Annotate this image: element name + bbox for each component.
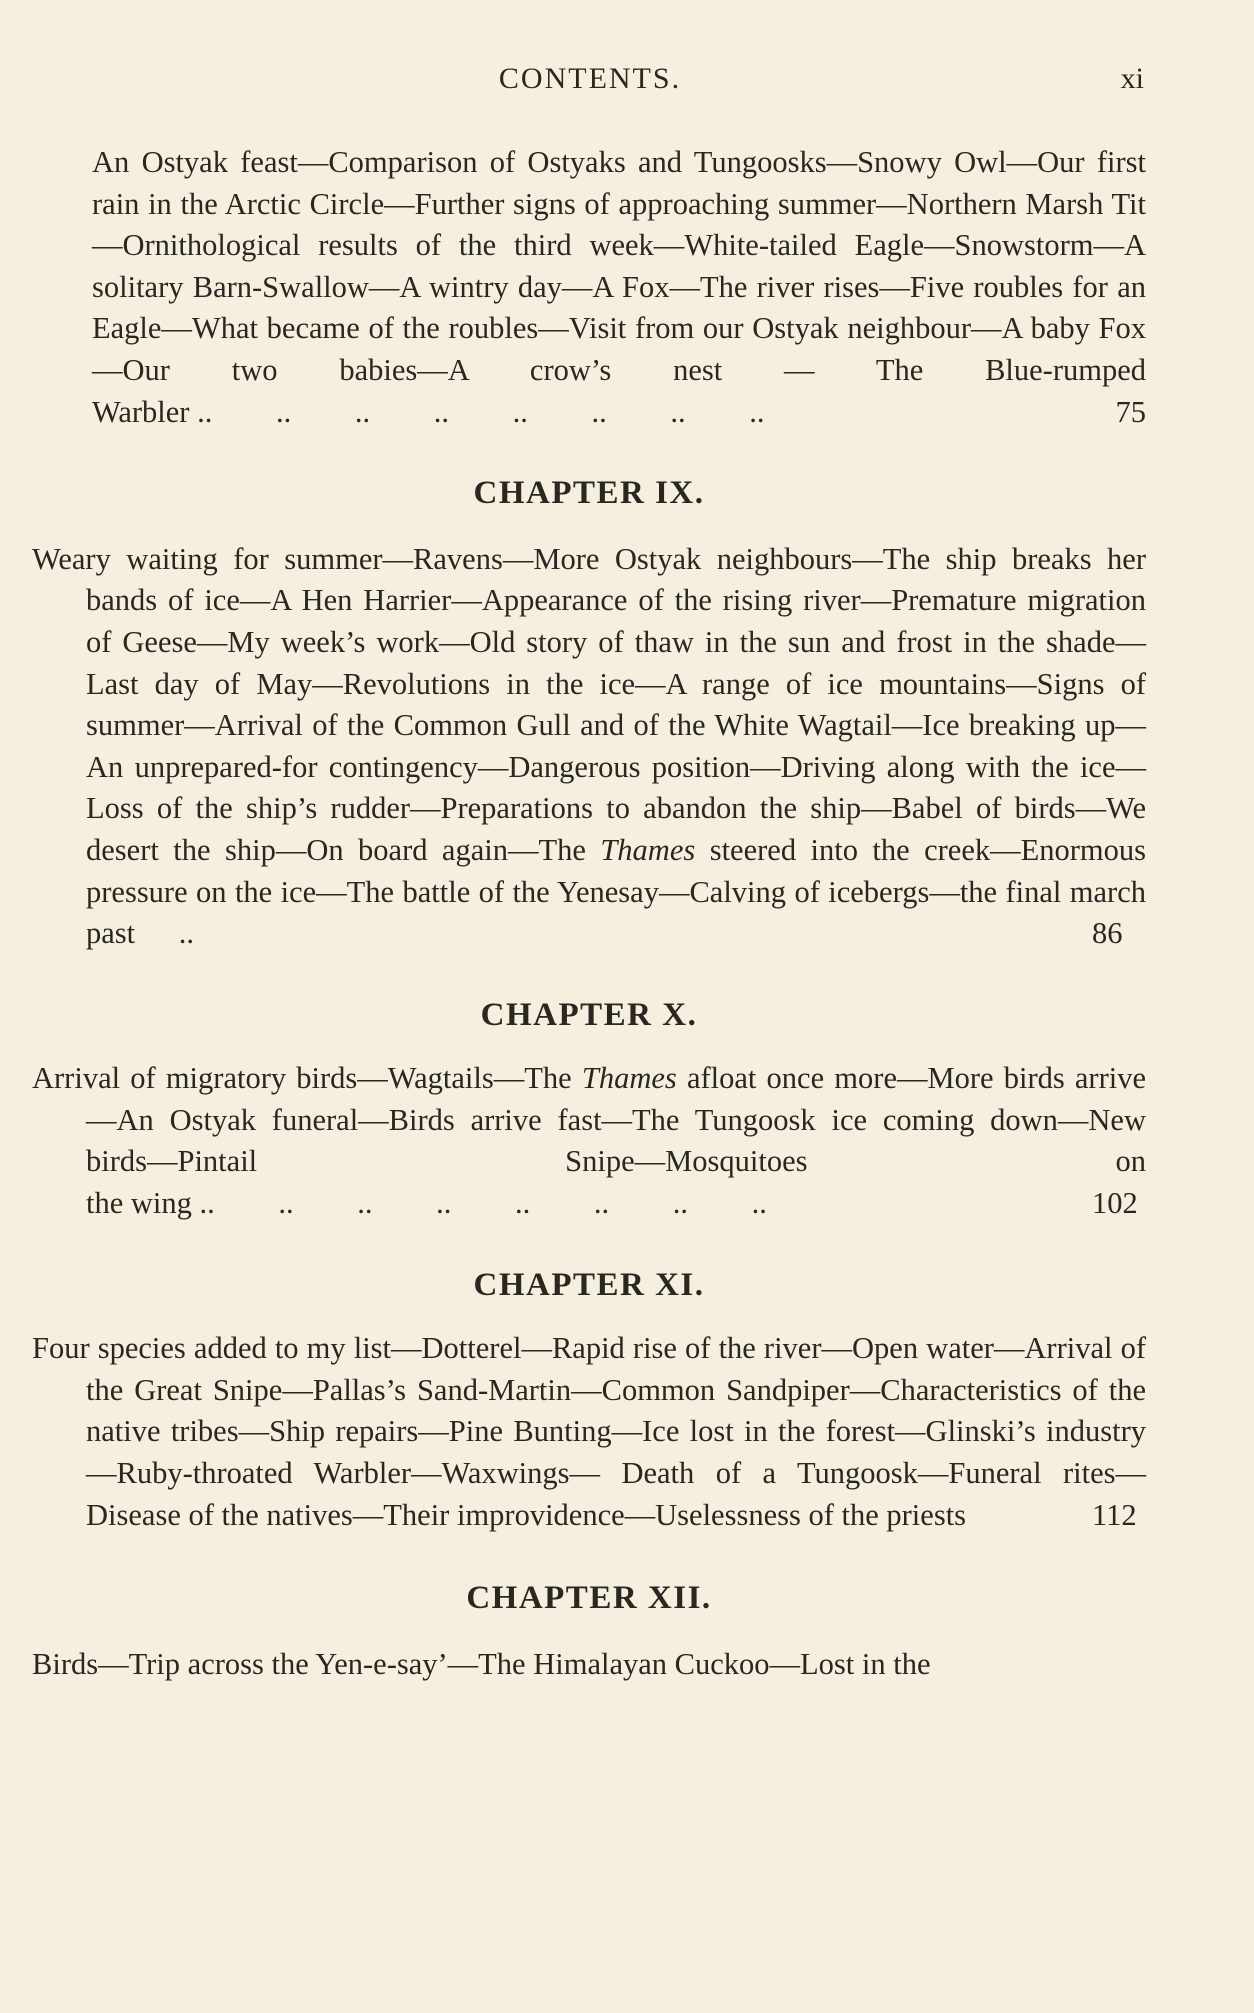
- contents-body: [32, 142, 1146, 1685]
- entry-tail: [86, 1186, 767, 1220]
- ship-name: Thames: [600, 832, 696, 867]
- contents-entry-chapter-10: Arrival of migratory birds—Wagtails—The Thames afloat once more—More birds arrive—An Ostyak funeral—Birds arrive fast—The Tungoosk ice coming down—New birds—Pintail Snipe—Mosquitoes on the wing .. .. .. .. .. .. .. .. 102: [32, 1061, 1147, 1221]
- chapter-summary: Birds—Trip across the Yen-e-say’—The Himalayan Cuckoo—Lost in the: [32, 1646, 931, 1681]
- contents-entry-chapter-8: [32, 142, 1146, 433]
- ship-name: Thames: [581, 1061, 677, 1096]
- chapter-summary-lead: Arrival of migratory birds—Wagtails—The: [32, 1061, 572, 1096]
- chapter-heading: CHAPTER XI.: [473, 1266, 705, 1303]
- page-number: xi: [1120, 62, 1144, 95]
- contents-entry-chapter-12: [32, 1644, 1146, 1686]
- page-title: CONTENTS.: [498, 62, 682, 95]
- chapter-summary: afloat once more—More birds arrive—An Ostyak funeral—Birds arrive fast—The Tungoosk ice coming down—New birds—Pintail Snipe—Mosquitoes on: [86, 1061, 1147, 1179]
- chapter-summary-tail: Warbler: [92, 394, 190, 429]
- dot-leader: ..: [178, 916, 195, 951]
- chapter-heading: CHAPTER X.: [480, 996, 698, 1033]
- dot-leader: .. .. .. .. .. .. .. ..: [199, 1186, 767, 1221]
- contents-entry-chapter-9: Weary waiting for summer—Ravens—More Ostyak neighbours—The ship breaks her bands of ice—A Hen Harrier—Appearance of the rising river—Premature migration of Geese—My week’s work—Old story of thaw in the sun and frost in the shade—Last day of May—Revolutions in the ice—A range of ice mountains—Signs of summer—Arrival of the Common Gull and of the White Wagtail—Ice breaking up—An unprepared-for contingency—Dangerous position—Driving along with the ice—Loss of the ship’s rudder—Preparations to abandon the ship—Babel of birds—We desert the ship—On board again—The Thames steered into the creek—Enormous pressure on the ice—The battle of the Yenesay—Calving of icebergs—the final march past .. 86: [32, 541, 1147, 951]
- entry-tail: [92, 395, 764, 429]
- chapter-heading: CHAPTER IX.: [473, 475, 705, 512]
- chapter-summary: Four species added to my list—Dotterel—Rapid rise of the river—Open water—Arrival of the Great Snipe—Pallas’s Sand-Martin—Common Sandpiper—Characteristics of the native tribes—Ship repairs—Pine Bunting—Ice lost in the forest—Glinski’s industry—Ruby-throated Warbler—Waxwings— Death of a Tungoosk—Funeral rites—Disease of the natives—Their improvidence—Uselessness of the priests: [32, 1331, 1146, 1532]
- chapter-heading: CHAPTER XII.: [466, 1580, 712, 1617]
- page-reference: 75: [1115, 394, 1146, 429]
- running-head: [0, 62, 1254, 102]
- chapter-summary: Weary waiting for summer—Ravens—More Ostyak neighbours—The ship breaks her bands of ice—A Hen Harrier—Appearance of the rising river—Premature migration of Geese—My week’s work—Old story of thaw in the sun and frost in the shade—Last day of May—Revolutions in the ice—A range of ice mountains—Signs of summer—Arrival of the Common Gull and of the White Wagtail—Ice breaking up—An unprepared-for contingency—Dangerous position—Driving along with the ice—Loss of the ship’s rudder—Preparations to abandon the ship—Babel of birds—We desert the ship—On board again—The: [32, 541, 1146, 867]
- chapter-summary: An Ostyak feast—Comparison of Ostyaks and Tungoosks—Snowy Owl—Our first rain in the Arctic Circle—Further signs of approaching summer—Northern Marsh Tit—Ornithological results of the third week—White-tailed Eagle—Snowstorm—A solitary Barn-Swallow—A wintry day—A Fox—The river rises—Five roubles for an Eagle—What became of the roubles—Visit from our Ostyak neighbour—A baby Fox—Our two babies—A crow’s nest — The Blue-rumped: [92, 145, 1146, 387]
- contents-entry-chapter-11: Four species added to my list—Dotterel—Rapid rise of the river—Open water—Arrival of the Great Snipe—Pallas’s Sand-Martin—Common Sandpiper—Characteristics of the native tribes—Ship repairs—Pine Bunting—Ice lost in the forest—Glinski’s industry—Ruby-throated Warbler—Waxwings— Death of a Tungoosk—Funeral rites—Disease of the natives—Their improvidence—Uselessness of the priests 112: [32, 1331, 1146, 1532]
- dot-leader: .. .. .. .. .. .. .. ..: [197, 394, 765, 429]
- chapter-summary-tail: the wing: [86, 1186, 192, 1221]
- chapter-summary-continued: steered into the creek—Enormous pressure on the ice—The battle of the Yenesay—Calving of icebergs—the final march past: [86, 832, 1147, 951]
